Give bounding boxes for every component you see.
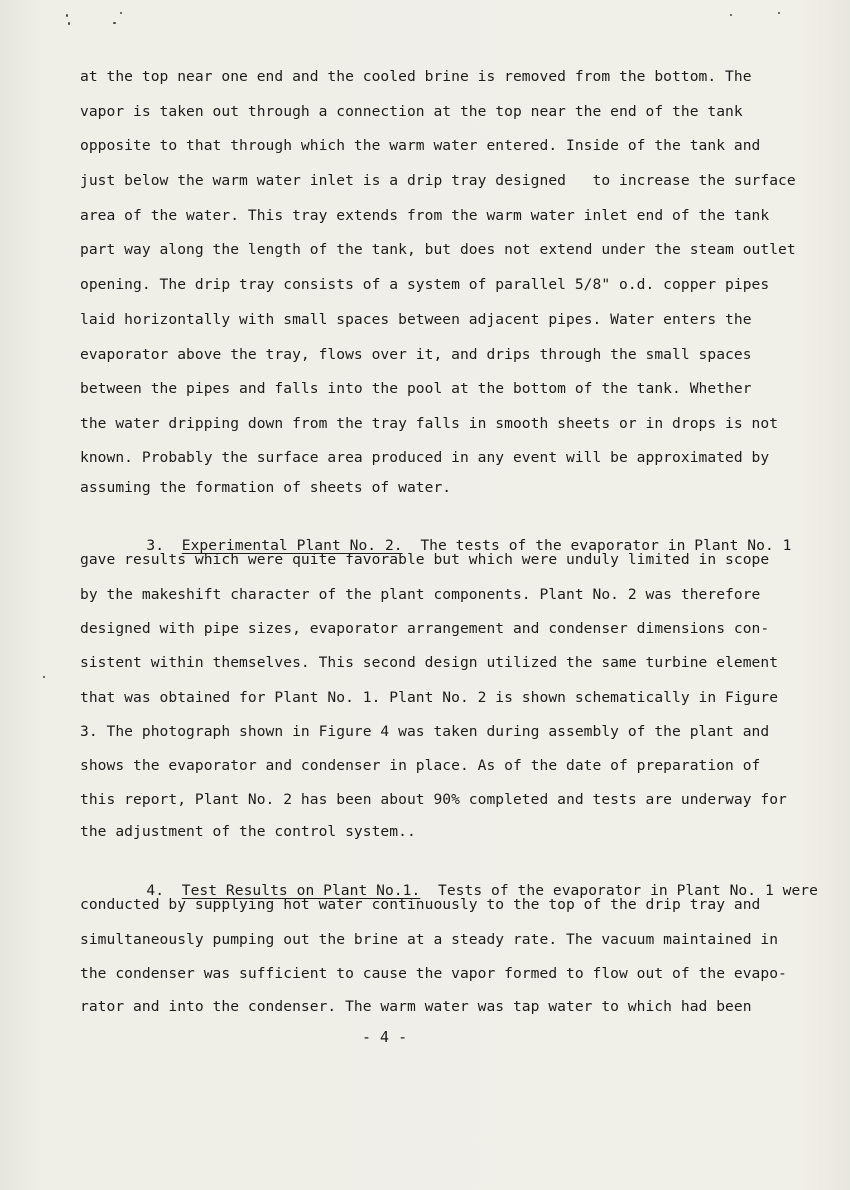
body-line: sistent within themselves. This second design utilized the same turbine element (80, 654, 779, 671)
body-line: opposite to that through which the warm water entered. Inside of the tank and (80, 137, 761, 154)
body-line: vapor is taken out through a connection at the top near the end of the tank (80, 103, 743, 120)
body-line: area of the water. This tray extends from the warm water inlet end of the tank (80, 207, 770, 224)
body-line: 3. The photograph shown in Figure 4 was taken during assembly of the plant and (80, 723, 770, 740)
body-line: rator and into the condenser. The warm water was tap water to which had been (80, 998, 752, 1015)
body-line: opening. The drip tray consists of a system of parallel 5/8" o.d. copper pipes (80, 276, 770, 293)
body-line: evaporator above the tray, flows over it, and drips through the small spaces (80, 346, 752, 363)
body-line: part way along the length of the tank, but does not extend under the steam outlet (80, 241, 796, 258)
body-line: gave results which were quite favorable but which were unduly limited in scope (80, 551, 770, 568)
body-line: the condenser was sufficient to cause the vapor formed to flow out of the evapo- (80, 965, 787, 982)
body-line: simultaneously pumping out the brine at a steady rate. The vacuum maintained in (80, 931, 779, 948)
section-3-number: 3. (146, 537, 165, 554)
scan-speck (43, 676, 45, 678)
body-line: known. Probably the surface area produced in any event will be approximated by (80, 449, 770, 466)
body-line: by the makeshift character of the plant components. Plant No. 2 was therefore (80, 586, 761, 603)
scan-speck (113, 22, 116, 24)
body-line: the adjustment of the control system.. (80, 823, 416, 840)
body-line: conducted by supplying hot water continuously to the top of the drip tray and (80, 896, 761, 913)
page-number: - 4 - (362, 1028, 408, 1046)
body-line: just below the warm water inlet is a drip tray designed to increase the surface (80, 172, 796, 189)
body-line: laid horizontally with small spaces between adjacent pipes. Water enters the (80, 311, 752, 328)
section-4-heading: Test Results on Plant No.1. (181, 882, 421, 899)
scan-speck (66, 14, 68, 17)
body-text: Tests of the evaporator in Plant No. 1 were (438, 882, 818, 899)
body-text: The tests of the evaporator in Plant No. 1 (420, 537, 792, 554)
body-line: shows the evaporator and condenser in place. As of the date of preparation of (80, 757, 761, 774)
scan-speck (778, 12, 780, 14)
body-line: the water dripping down from the tray falls in smooth sheets or in drops is not (80, 415, 779, 432)
section-4-number: 4. (146, 882, 165, 899)
body-line: designed with pipe sizes, evaporator arrangement and condenser dimensions con- (80, 620, 770, 637)
body-line: assuming the formation of sheets of water. (80, 479, 452, 496)
body-line: between the pipes and falls into the pool at the bottom of the tank. Whether (80, 380, 752, 397)
scan-speck (120, 12, 122, 14)
scan-speck (730, 14, 732, 16)
section-3-heading: Experimental Plant No. 2. (181, 537, 403, 554)
scan-speck (68, 22, 70, 25)
body-line: that was obtained for Plant No. 1. Plant No. 2 is shown schematically in Figure (80, 689, 779, 706)
body-line: at the top near one end and the cooled brine is removed from the bottom. The (80, 68, 752, 85)
body-line: this report, Plant No. 2 has been about 90% completed and tests are underway for (80, 791, 787, 808)
